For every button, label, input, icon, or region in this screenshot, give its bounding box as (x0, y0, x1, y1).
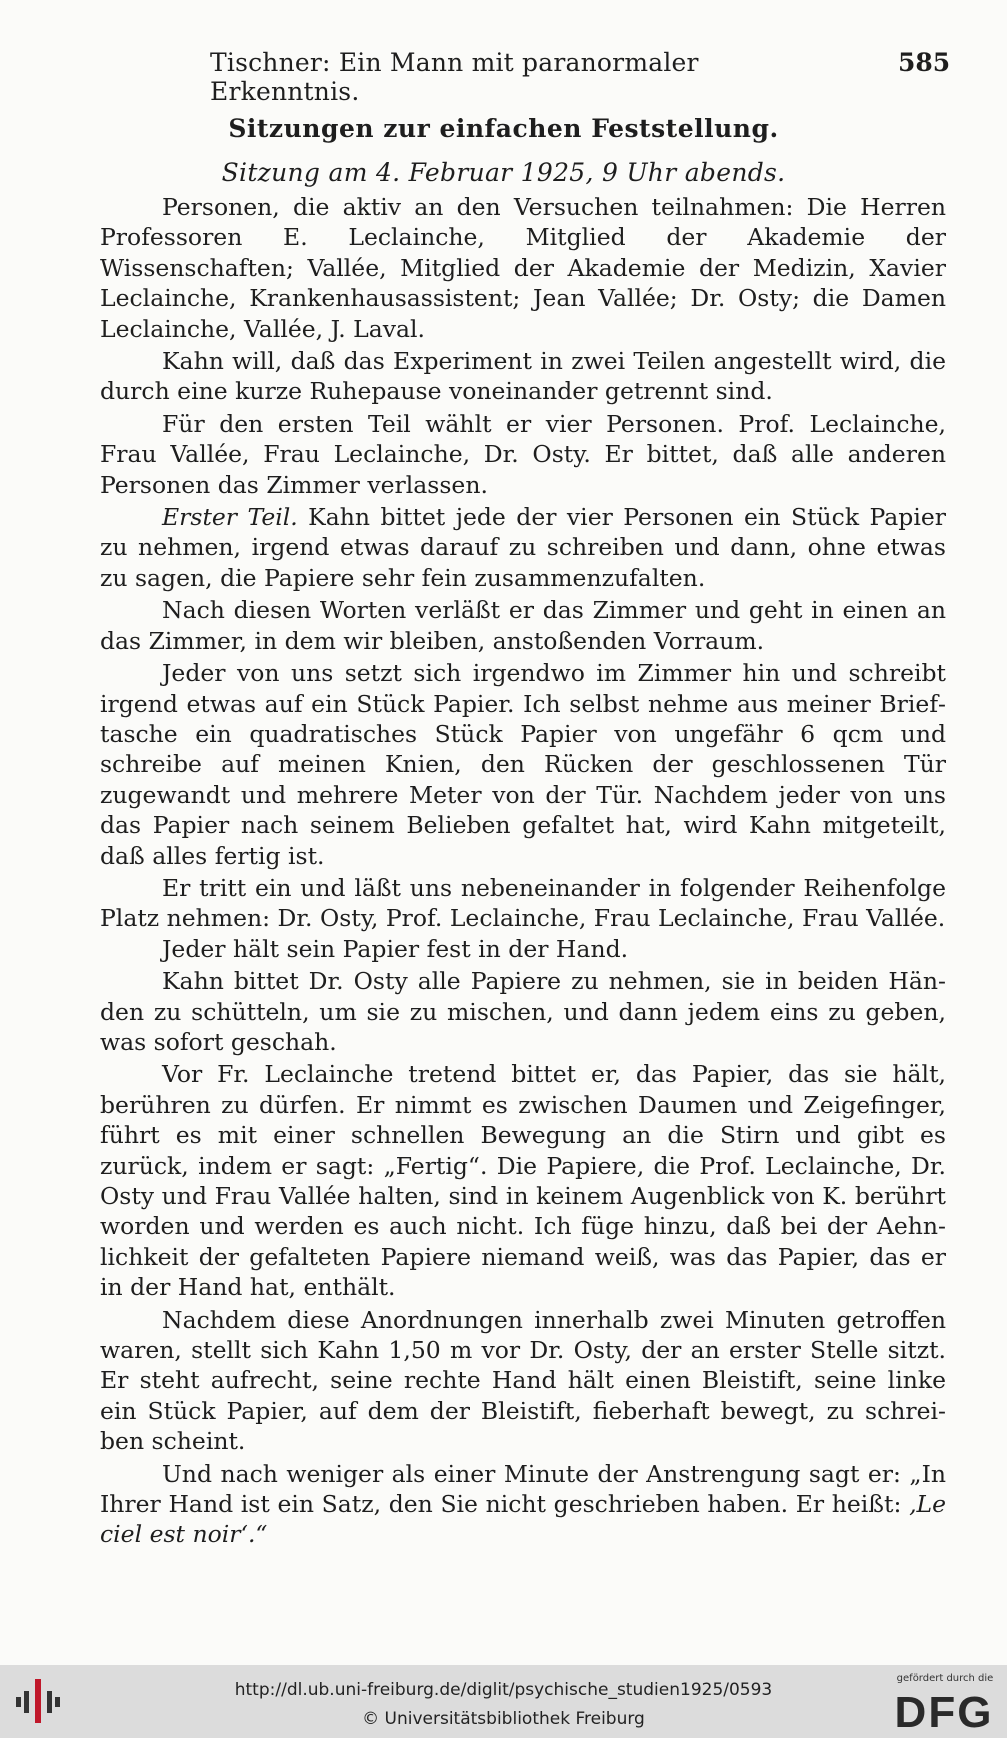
paragraph-leaves-room: Nach diesen Worten verläßt er das Zimmer und geht in einen an das Zimmer, in dem wir bleiben, anstoßenden Vorraum. (100, 596, 946, 655)
paragraph-statement (100, 1459, 946, 1550)
footer-bar (0, 1665, 1007, 1738)
paragraph-participants: Personen, die aktiv an den Versuchen teilnahmen: Die Herren Professoren E. Leclainche, Mitglied der Akademie der Wissenschaften; Vallée, Mitglied der Akademie der Medizin, Xavier Leclainche, Krankenhausassistent; Jean Vallée; Dr. Osty; die Damen Leclainche, Vallée, J. Laval. (100, 193, 946, 343)
statement-text: Und nach weniger als einer Minute der Anstrengung sagt er: „In Ihrer Hand ist ein Satz, den Sie nicht geschrieben haben. Er heißt: (100, 1459, 946, 1519)
paragraph-holding-paper: Jeder hält sein Papier fest in der Hand. (162, 934, 629, 963)
paragraph-touching: Vor Fr. Leclainche tretend bittet er, das Papier, das sie hält, berühren zu dürfen. Er nimmt es zwischen Daumen und Zeigefinger, führt es mit einer schnellen Bewegung an die Stirn und gibt es zurück, indem er sagt: „Fertig“. Die Papiere, die Prof. Leclainche, Dr. Osty und Frau Vallée halten, sind in keinem Augenblick von K. berührt worden und werden es auch nicht. Ich füge hinzu, daß bei der Aehnlichkeit der gefalteten Papiere niemand weiß, was das Papier, das er in der Hand hat, enthält. (100, 1060, 946, 1302)
statement-quote: ‚Le ciel est noir‘.“ (100, 1490, 946, 1549)
paragraph-mixing: Kahn bittet Dr. Osty alle Papiere zu nehmen, sie in beiden Händen zu schütteln, um sie zu mischen, und dann jedem eins zu geben, was sofort geschah. (100, 967, 946, 1056)
footer-copyright: © Universitätsbibliothek Freiburg (362, 1709, 645, 1729)
erster-teil-label: Erster Teil. (162, 503, 298, 532)
paragraph-writing: Jeder von uns setzt sich irgendwo im Zimmer hin und schreibt irgend etwas auf ein Stück Papier. Ich selbst nehme aus meiner Brieftasche ein quadratisches Stück Papier von ungefähr 6 qcm und schreibe auf meinen Knien, den Rücken der geschlossenen Tür zugewandt und mehrere Meter von der Tür. Nachdem jeder von uns das Papier nach seinem Belieben gefaltet hat, wird Kahn mitgeteilt, daß alles fertig ist. (100, 659, 946, 870)
paragraph-seating: Er tritt ein und läßt uns nebeneinander in folgender Reihenfolge Platz nehmen: Dr. Osty, Prof. Leclainche, Frau Leclainche, Frau Vallée. (100, 873, 946, 933)
body-text (100, 192, 946, 1552)
paragraph-experiment-parts: Kahn will, daß das Experiment in zwei Teilen angestellt wird, die durch eine kurze Ruhepause voneinander getrennt sind. (100, 347, 946, 406)
erster-teil-text: Kahn bittet jede der vier Personen ein Stück Papier zu nehmen, irgend etwas darauf zu schreiben und dann, ohne etwas zu sagen, die Papiere sehr fein zusammenzufalten. (100, 503, 946, 592)
footer-sponsor-text: gefördert durch die (896, 1673, 994, 1684)
paragraph-erster-teil (100, 502, 946, 593)
running-head: Tischner: Ein Mann mit paranormaler Erkenntnis. (210, 48, 699, 106)
section-title: Sitzungen zur einfachen Feststellung. (228, 114, 779, 143)
paragraph-kahn-position: Nachdem diese Anordnungen innerhalb zwei Minuten getroffen waren, stellt sich Kahn 1,50 m vor Dr. Osty, der an erster Stelle sitzt. Er steht aufrecht, seine rechte Hand hält einen Bleistift, seine linke ein Stück Papier, auf dem der Bleistift, fieberhaft bewegt, zu schreiben scheint. (100, 1305, 946, 1456)
dfg-logo-icon (888, 1687, 1000, 1731)
dfg-logo-text: DFG (894, 1688, 994, 1731)
session-title: Sitzung am 4. Februar 1925, 9 Uhr abends. (221, 158, 786, 187)
page-number: 585 (898, 48, 951, 77)
paragraph-first-part-persons: Für den ersten Teil wählt er vier Personen. Prof. Leclainche, Frau Vallée, Frau Leclainche, Dr. Osty. Er bittet, daß alle anderen Personen das Zimmer verlassen. (100, 409, 946, 499)
footer-url-link[interactable]: http://dl.ub.uni-freiburg.de/diglit/psychische_studien1925/0593 (234, 1680, 773, 1700)
